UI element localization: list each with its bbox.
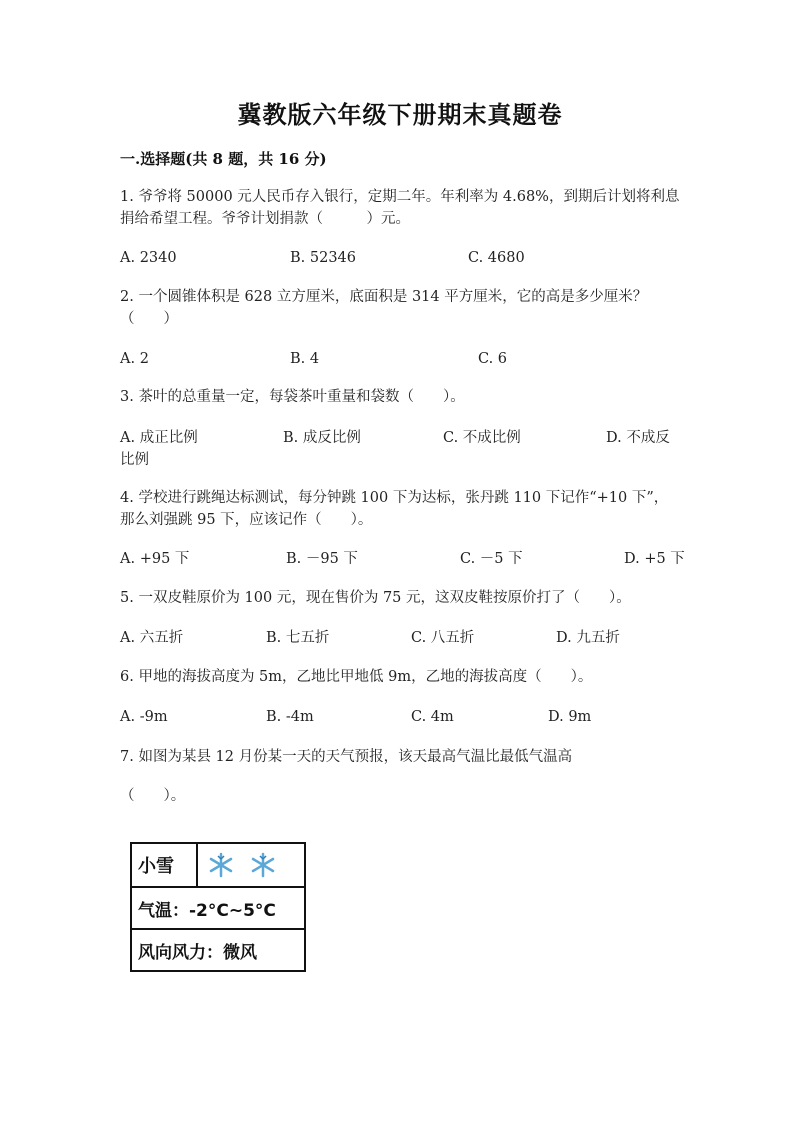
question-7-text: 7. 如图为某县 12 月份某一天的天气预报，该天最高气温比最低气温高 [120,749,573,765]
question-3-text: 3. 茶叶的总重量一定，每袋茶叶重量和袋数（ ）。 [120,389,465,405]
question-5-option-c[interactable]: C. 八五折 [411,630,475,646]
question-6-option-d[interactable]: D. 9m [548,709,592,725]
section-heading: 一.选择题(共 8 题，共 16 分) [120,150,327,168]
snowflake-icon [248,850,278,880]
question-1-text: 1. 爷爷将 50000 元人民币存入银行，定期二年。年利率为 4.68%，到期后计划将利息捐给希望工程。爷爷计划捐款（ ）元。 [120,189,680,227]
question-6-option-a[interactable]: A. -9m [120,709,168,725]
question-4-option-c[interactable]: C. －5 下 [460,551,523,567]
question-6-text: 6. 甲地的海拔高度为 5m，乙地比甲地低 9m，乙地的海拔高度（ ）。 [120,669,593,685]
snowflake-icon [206,850,236,880]
question-3-option-b[interactable]: B. 成反比例 [283,430,361,446]
question-2-option-c[interactable]: C. 6 [478,351,508,367]
question-4-text: 4. 学校进行跳绳达标测试，每分钟跳 100 下为达标，张丹跳 110 下记作“+10 下”，那么刘强跳 95 下，应该记作（ ）。 [120,490,669,528]
weather-temperature: 气温：-2°C~5°C [138,900,276,921]
question-3-option-c[interactable]: C. 不成比例 [443,430,521,446]
weather-wind: 风向风力：微风 [138,942,257,963]
question-3-option-a[interactable]: A. 成正比例 [120,430,198,446]
question-2-option-a[interactable]: A. 2 [120,351,149,367]
question-1-option-a[interactable]: A. 2340 [120,250,177,266]
weather-temperature-row [132,888,304,930]
weather-condition-row [132,844,304,888]
question-1-option-b[interactable]: B. 52346 [290,250,357,266]
weather-forecast-card [130,842,306,972]
question-4-option-b[interactable]: B. －95 下 [286,551,358,567]
question-5-option-b[interactable]: B. 七五折 [266,630,330,646]
question-4-option-d[interactable]: D. +5 下 [624,551,685,567]
question-3-option-d-wrap: 比例 [120,452,149,468]
question-5-text: 5. 一双皮鞋原价为 100 元，现在售价为 75 元，这双皮鞋按原价打了（ ）。 [120,590,631,606]
weather-wind-row [132,930,304,970]
question-7-blank: （ ）。 [120,788,186,804]
question-5-option-d[interactable]: D. 九五折 [556,630,620,646]
question-6-option-c[interactable]: C. 4m [411,709,454,725]
weather-condition: 小雪 [138,856,174,877]
question-2-option-b[interactable]: B. 4 [290,351,320,367]
page-title: 冀教版六年级下册期末真题卷 [237,100,563,129]
question-2-text: 2. 一个圆锥体积是 628 立方厘米，底面积是 314 平方厘米，它的高是多少厘米？（ ） [120,289,648,327]
question-4-option-a[interactable]: A. +95 下 [120,551,190,567]
question-6-option-b[interactable]: B. -4m [266,709,314,725]
question-3-option-d[interactable]: D. 不成反 [606,430,670,446]
question-5-option-a[interactable]: A. 六五折 [120,630,184,646]
question-1-option-c[interactable]: C. 4680 [468,250,525,266]
